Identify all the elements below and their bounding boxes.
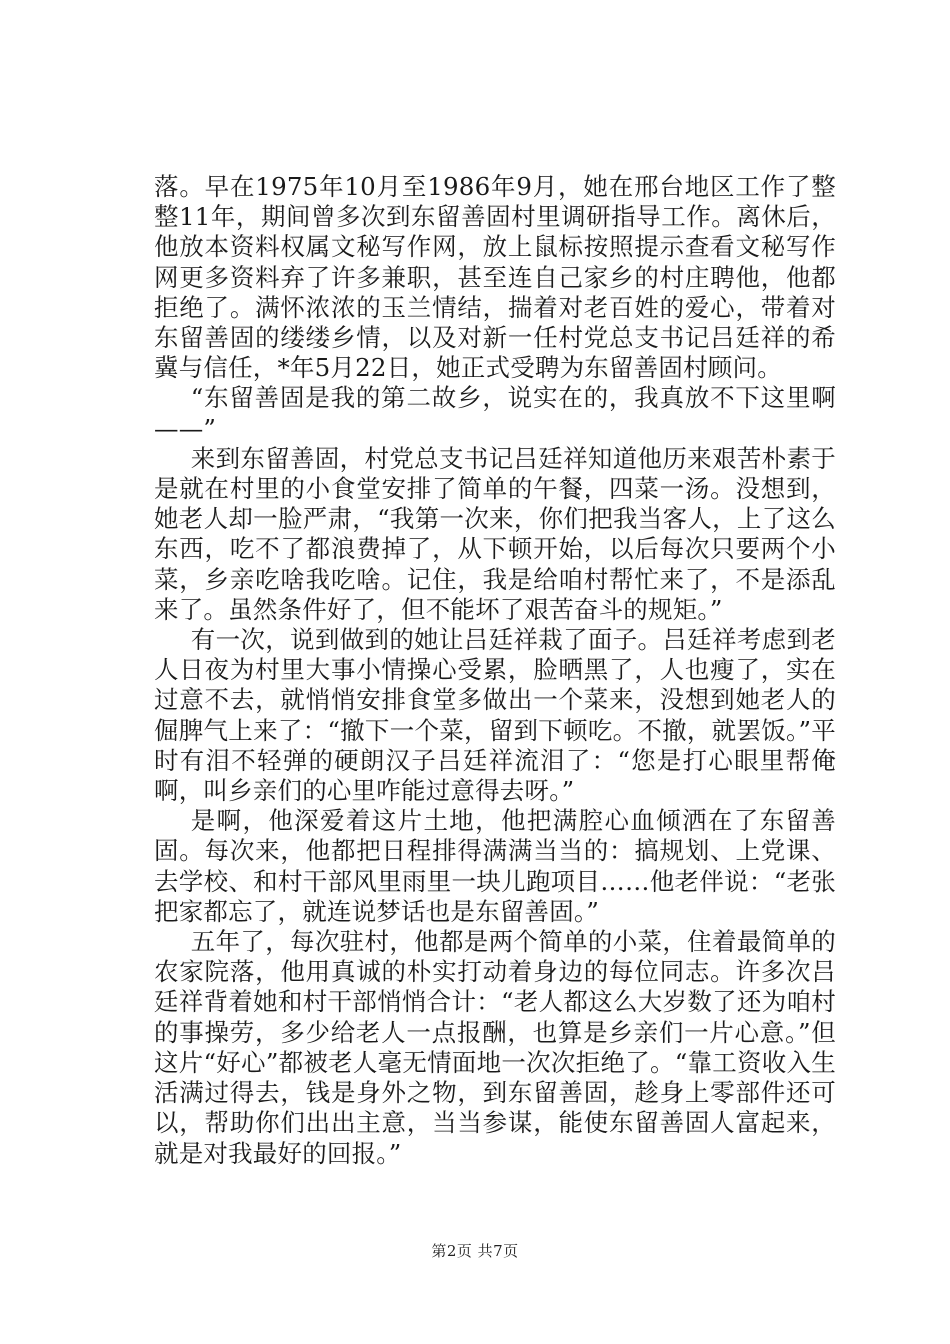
page-footer: 第2页 共7页 — [431, 1242, 519, 1260]
paragraph-6: 五年了，每次驻村，他都是两个简单的小菜，住着最简单的农家院落，他用真诚的朴实打动着身边的每位同志。许多次吕廷祥背着她和村干部悄悄合计：“老人都这么大岁数了还为咱村的事操劳，多少给老人一点报酬，也算是乡亲们一片心意。”但这片“好心”都被老人毫无情面地一次次拒绝了。“靠工资收入生活满过得去，钱是身外之物，到东留善固，趁身上零部件还可以，帮助你们出出主意，当当参谋，能使东留善固人富起来，就是对我最好的回报。” — [154, 927, 836, 1168]
paragraph-2: “东留善固是我的第二故乡，说实在的，我真放不下这里啊——” — [154, 383, 836, 443]
paragraph-1: 落。早在1975年10月至1986年9月，她在邢台地区工作了整整11年，期间曾多次到东留善固村里调研指导工作。离休后，他放本资料权属文秘写作网，放上鼠标按照提示查看文秘写作网更多资料弃了许多兼职，甚至连自己家乡的村庄聘他，他都拒绝了。满怀浓浓的玉兰情结，揣着对老百姓的爱心，带着对东留善固的缕缕乡情，以及对新一任村党总支书记吕廷祥的希冀与信任，*年5月22日，她正式受聘为东留善固村顾问。 — [154, 172, 836, 383]
document-body — [154, 172, 836, 1169]
paragraph-3: 来到东留善固，村党总支书记吕廷祥知道他历来艰苦朴素于是就在村里的小食堂安排了简单的午餐，四菜一汤。没想到，她老人却一脸严肃，“我第一次来，你们把我当客人，上了这么东西，吃不了都浪费掉了，从下顿开始，以后每次只要两个小菜，乡亲吃啥我吃啥。记住，我是给咱村帮忙来了，不是添乱来了。虽然条件好了，但不能坏了艰苦奋斗的规矩。” — [154, 443, 836, 624]
paragraph-5: 是啊，他深爱着这片土地，他把满腔心血倾洒在了东留善固。每次来，他都把日程排得满满当当的：搞规划、上党课、去学校、和村干部风里雨里一块儿跑项目……他老伴说：“老张把家都忘了，就连说梦话也是东留善固。” — [154, 806, 836, 926]
paragraph-4: 有一次，说到做到的她让吕廷祥栽了面子。吕廷祥考虑到老人日夜为村里大事小情操心受累，脸晒黑了，人也瘦了，实在过意不去，就悄悄安排食堂多做出一个菜来，没想到她老人的倔脾气上来了：“撤下一个菜，留到下顿吃。不撤，就罢饭。”平时有泪不轻弹的硬朗汉子吕廷祥流泪了：“您是打心眼里帮俺啊，叫乡亲们的心里咋能过意得去呀。” — [154, 625, 836, 806]
